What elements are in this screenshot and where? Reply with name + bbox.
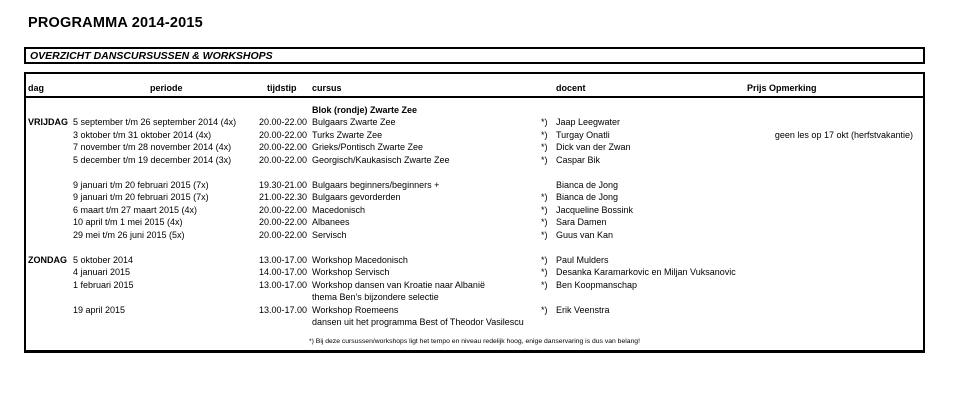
table-header-row — [26, 74, 923, 98]
table-row — [26, 216, 923, 229]
cell-cursus: Bulgaars gevorderden — [312, 192, 401, 202]
table-row — [26, 141, 923, 154]
column-header-tijdstip: tijdstip — [267, 83, 297, 93]
cell-cursus: Blok (rondje) Zwarte Zee — [312, 105, 418, 115]
cell-docent: Erik Veenstra — [556, 305, 610, 315]
subtitle-text: OVERZICHT DANSCURSUSSEN & WORKSHOPS — [30, 50, 273, 62]
cell-docent-mark: *) — [541, 192, 548, 202]
cell-periode: 6 maart t/m 27 maart 2015 (4x) — [73, 205, 198, 215]
cell-periode: 10 april t/m 1 mei 2015 (4x) — [73, 217, 183, 227]
cell-cursus: Workshop dansen van Kroatie naar Albanië — [312, 280, 485, 290]
cell-tijdstip: 13.00-17.00 — [259, 255, 308, 265]
cell-docent: Bianca de Jong — [556, 180, 619, 190]
cell-cursus: Workshop Servisch — [312, 267, 390, 277]
cell-docent: Jacqueline Bossink — [556, 205, 634, 215]
cell-periode: 5 december t/m 19 december 2014 (3x) — [73, 155, 232, 165]
cell-docent-mark: *) — [541, 280, 548, 290]
cell-cursus: Workshop Roemeens — [312, 305, 399, 315]
cell-periode: 3 oktober t/m 31 oktober 2014 (4x) — [73, 130, 212, 140]
cell-docent-mark: *) — [541, 217, 548, 227]
cell-dag: VRIJDAG — [28, 117, 69, 127]
cell-periode: 9 januari t/m 20 februari 2015 (7x) — [73, 192, 209, 202]
table-row — [26, 266, 923, 279]
cell-docent-mark: *) — [541, 305, 548, 315]
cell-docent-mark: *) — [541, 130, 548, 140]
cell-cursus: Bulgaars beginners/beginners + — [312, 180, 440, 190]
cell-periode: 5 september t/m 26 september 2014 (4x) — [73, 117, 237, 127]
cell-periode: 4 januari 2015 — [73, 267, 131, 277]
page-title: PROGRAMMA 2014-2015 — [28, 15, 203, 31]
column-header-dag: dag — [28, 83, 45, 93]
cell-docent: Turgay Onatli — [556, 130, 610, 140]
cell-tijdstip: 20.00-22.00 — [259, 217, 308, 227]
cell-dag: ZONDAG — [28, 255, 67, 265]
cell-periode: 19 april 2015 — [73, 305, 126, 315]
cell-docent: Sara Damen — [556, 217, 607, 227]
cell-docent: Ben Koopmanschap — [556, 280, 638, 290]
cell-docent: Jaap Leegwater — [556, 117, 621, 127]
cell-cursus: Workshop Macedonisch — [312, 255, 408, 265]
cell-periode: 1 februari 2015 — [73, 280, 134, 290]
footnote-text: *) Bij deze cursussen/workshops ligt het tempo en niveau redelijk hoog, enige danservaring is dus van belang! — [309, 338, 640, 345]
cell-docent-mark: *) — [541, 142, 548, 152]
cell-docent-mark: *) — [541, 255, 548, 265]
cell-tijdstip: 21.00-22.30 — [259, 192, 308, 202]
table-row — [26, 116, 923, 129]
cell-cursus: Macedonisch — [312, 205, 366, 215]
cell-tijdstip: 13.00-17.00 — [259, 280, 308, 290]
column-header-cursus: cursus — [312, 83, 342, 93]
cell-docent: Desanka Karamarkovic en Miljan Vuksanovic — [556, 267, 736, 277]
table-row-continuation — [26, 316, 923, 329]
table-row — [26, 154, 923, 167]
cell-cursus: Grieks/Pontisch Zwarte Zee — [312, 142, 424, 152]
table-row — [26, 229, 923, 242]
cell-docent-mark: *) — [541, 155, 548, 165]
column-header-docent: docent — [556, 83, 586, 93]
table-row-continuation — [26, 291, 923, 304]
cell-docent-mark: *) — [541, 205, 548, 215]
cell-tijdstip: 20.00-22.00 — [259, 155, 308, 165]
column-header-prijs-opmerking: Prijs Opmerking — [747, 83, 817, 93]
cell-tijdstip: 20.00-22.00 — [259, 130, 308, 140]
cell-cursus: thema Ben's bijzondere selectie — [312, 292, 439, 302]
cell-prijs-opmerking: geen les op 17 okt (herfstvakantie) — [774, 130, 913, 140]
cell-tijdstip: 20.00-22.00 — [259, 205, 308, 215]
cell-cursus: Albanees — [312, 217, 350, 227]
cell-tijdstip: 13.00-17.00 — [259, 305, 308, 315]
cell-tijdstip: 20.00-22.00 — [259, 142, 308, 152]
cell-docent: Bianca de Jong — [556, 192, 619, 202]
cell-docent: Guus van Kan — [556, 230, 614, 240]
cell-cursus: Servisch — [312, 230, 347, 240]
cell-periode: 5 oktober 2014 — [73, 255, 134, 265]
program-table — [24, 72, 925, 353]
cell-docent-mark: *) — [541, 230, 548, 240]
cell-cursus: Bulgaars Zwarte Zee — [312, 117, 396, 127]
cell-cursus: Georgisch/Kaukasisch Zwarte Zee — [312, 155, 450, 165]
cell-periode: 7 november t/m 28 november 2014 (4x) — [73, 142, 232, 152]
table-row — [26, 191, 923, 204]
column-header-periode: periode — [150, 83, 183, 93]
cell-docent: Paul Mulders — [556, 255, 609, 265]
cell-cursus: dansen uit het programma Best of Theodor Vasilescu — [312, 317, 524, 327]
cell-tijdstip: 20.00-22.00 — [259, 117, 308, 127]
cell-docent: Caspar Bik — [556, 155, 601, 165]
cell-tijdstip: 19.30-21.00 — [259, 180, 308, 190]
cell-cursus: Turks Zwarte Zee — [312, 130, 383, 140]
subtitle-box — [24, 47, 925, 64]
cell-periode: 9 januari t/m 20 februari 2015 (7x) — [73, 180, 209, 190]
cell-docent-mark: *) — [541, 267, 548, 277]
cell-periode: 29 mei t/m 26 juni 2015 (5x) — [73, 230, 185, 240]
cell-tijdstip: 20.00-22.00 — [259, 230, 308, 240]
cell-tijdstip: 14.00-17.00 — [259, 267, 308, 277]
cell-docent: Dick van der Zwan — [556, 142, 631, 152]
cell-docent-mark: *) — [541, 117, 548, 127]
